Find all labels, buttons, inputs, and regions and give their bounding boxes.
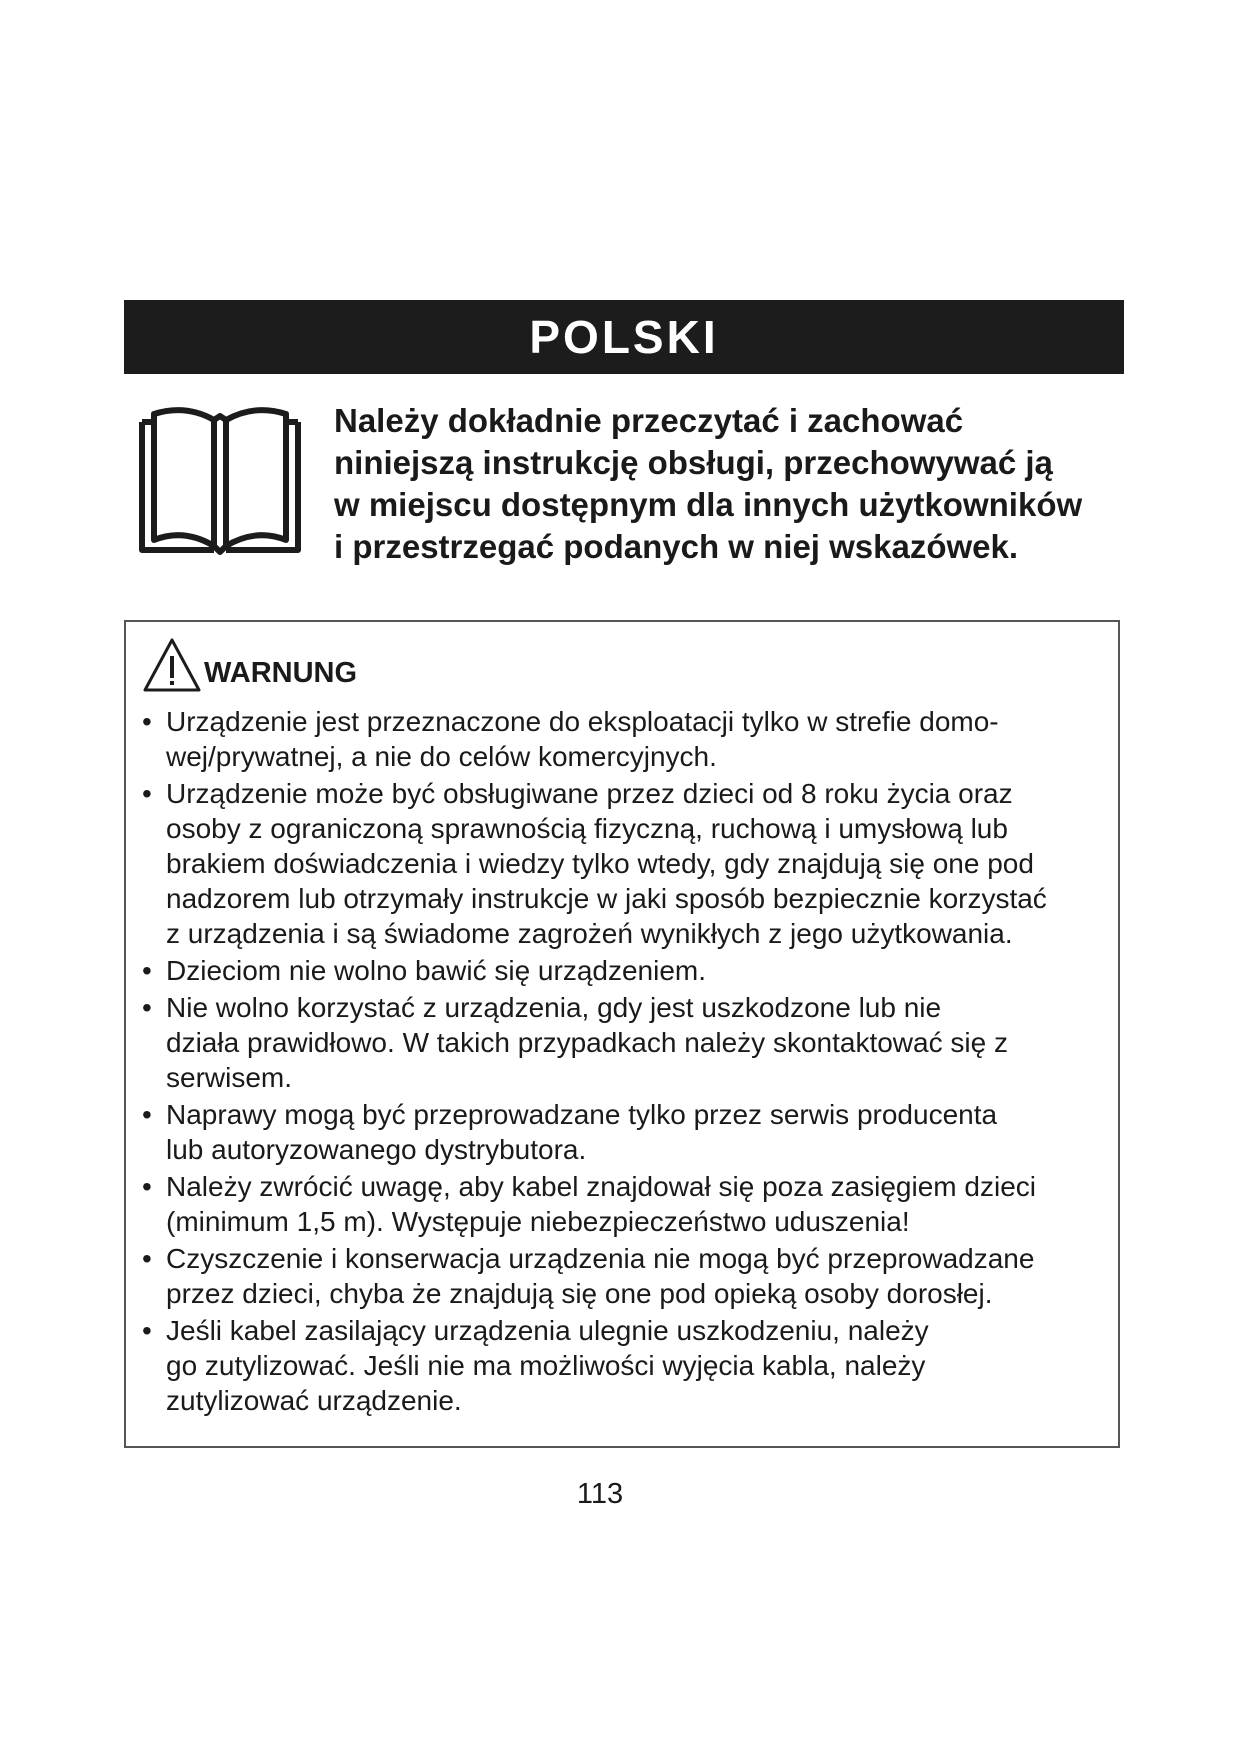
list-item <box>142 1169 1102 1239</box>
item-line: osoby z ograniczoną sprawnością fizyczną, ruchową i umysłową lub <box>166 813 1008 844</box>
item-line: brakiem doświadczenia i wiedzy tylko wtedy, gdy znajdują się one pod <box>166 848 1034 879</box>
warning-triangle-icon <box>142 636 202 694</box>
list-item <box>142 1241 1102 1311</box>
bullet: • <box>142 992 152 1023</box>
intro-notice <box>334 400 1134 568</box>
intro-line: Należy dokładnie przeczytać i zachować <box>334 402 964 439</box>
bullet: • <box>142 1099 152 1130</box>
item-line: (minimum 1,5 m). Występuje niebezpieczeństwo uduszenia! <box>166 1206 910 1237</box>
open-book-icon <box>134 400 306 560</box>
item-line: Nie wolno korzystać z urządzenia, gdy jest uszkodzone lub nie <box>166 992 942 1023</box>
list-item <box>142 704 1102 774</box>
list-item <box>142 990 1102 1095</box>
list-item <box>142 1097 1102 1167</box>
intro-line: w miejscu dostępnym dla innych użytkowników <box>334 486 1083 523</box>
language-banner <box>124 300 1124 374</box>
list-item <box>142 953 1102 988</box>
bullet: • <box>142 706 152 737</box>
warning-title: WARNUNG <box>204 657 358 689</box>
intro-line: niniejszą instrukcję obsługi, przechowywać ją <box>334 444 1053 481</box>
item-line: wej/prywatnej, a nie do celów komercyjnych. <box>166 741 717 772</box>
item-line: Dzieciom nie wolno bawić się urządzeniem. <box>166 955 707 986</box>
item-line: Naprawy mogą być przeprowadzane tylko przez serwis producenta <box>166 1099 998 1130</box>
item-line: nadzorem lub otrzymały instrukcje w jaki sposób bezpiecznie korzystać <box>166 883 1047 914</box>
item-line: Czyszczenie i konserwacja urządzenia nie mogą być przeprowadzane <box>166 1243 1035 1274</box>
bullet: • <box>142 1315 152 1346</box>
warning-box <box>124 620 1120 1448</box>
item-line: Urządzenie jest przeznaczone do eksploatacji tylko w strefie domo- <box>166 706 999 737</box>
bullet: • <box>142 1171 152 1202</box>
item-line: Urządzenie może być obsługiwane przez dzieci od 8 roku życia oraz <box>166 778 1013 809</box>
bullet: • <box>142 1243 152 1274</box>
item-line: go zutylizować. Jeśli nie ma możliwości wyjęcia kabla, należy <box>166 1350 926 1381</box>
item-line: przez dzieci, chyba że znajdują się one pod opieką osoby dorosłej. <box>166 1278 993 1309</box>
item-line: Jeśli kabel zasilający urządzenia ulegnie uszkodzeniu, należy <box>166 1315 929 1346</box>
bullet: • <box>142 955 152 986</box>
language-title: POLSKI <box>529 311 719 363</box>
item-line: serwisem. <box>166 1062 293 1093</box>
warning-list <box>142 704 1102 1420</box>
item-line: Należy zwrócić uwagę, aby kabel znajdował się poza zasięgiem dzieci <box>166 1171 1036 1202</box>
item-line: zutylizować urządzenie. <box>166 1385 462 1416</box>
item-line: lub autoryzowanego dystrybutora. <box>166 1134 587 1165</box>
item-line: działa prawidłowo. W takich przypadkach należy skontaktować się z <box>166 1027 1008 1058</box>
list-item <box>142 1313 1102 1418</box>
page-number: 113 <box>576 1478 624 1510</box>
intro-line: i przestrzegać podanych w niej wskazówek. <box>334 528 1019 565</box>
list-item <box>142 776 1102 951</box>
item-line: z urządzenia i są świadome zagrożeń wynikłych z jego użytkowania. <box>166 918 1013 949</box>
warning-header <box>142 636 357 694</box>
bullet: • <box>142 778 152 809</box>
